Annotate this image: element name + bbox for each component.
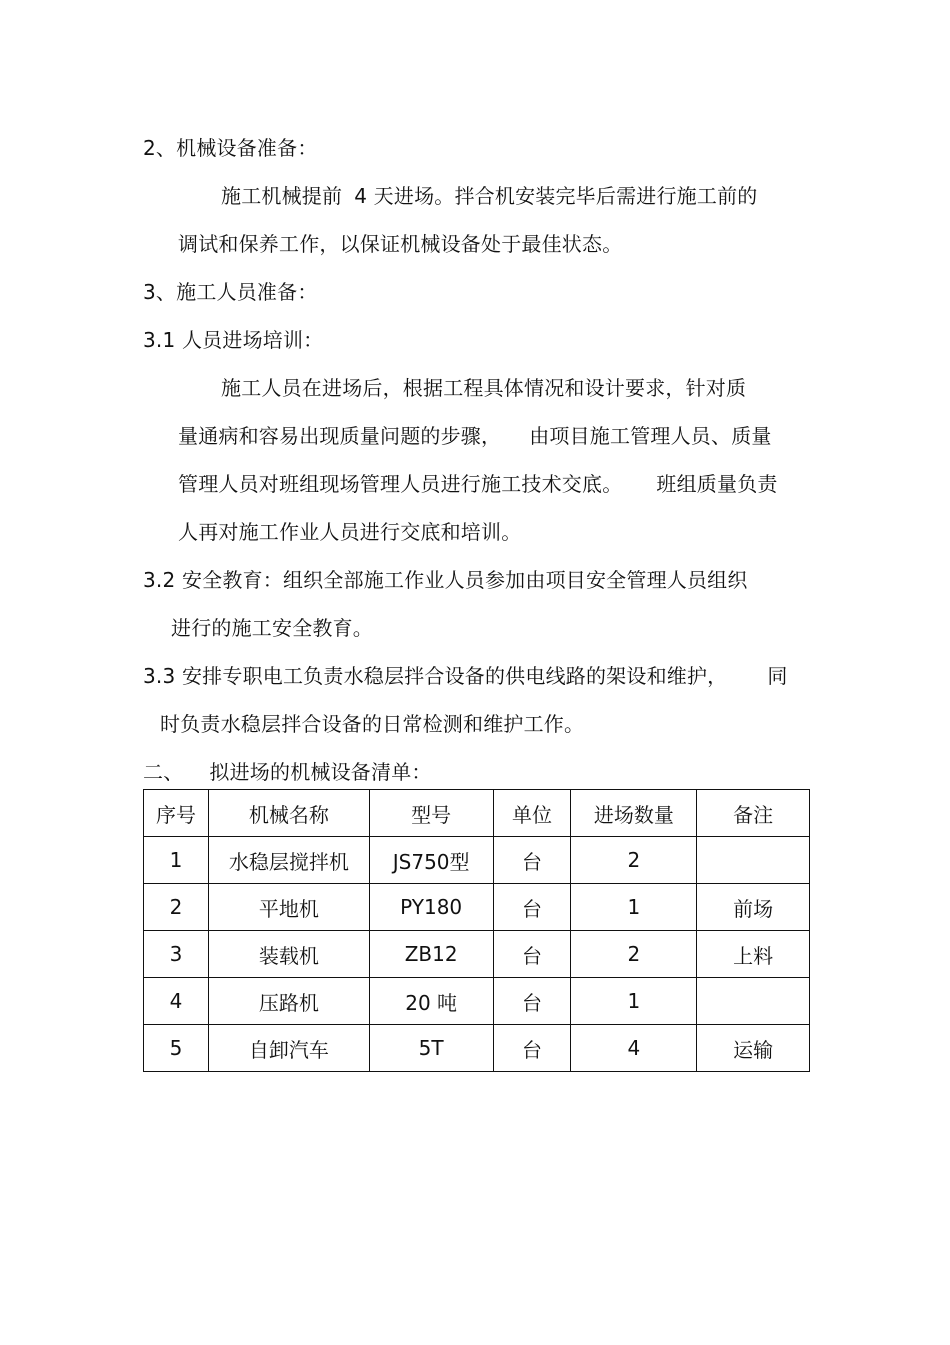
equipment-list-heading <box>143 759 432 785</box>
table-cell <box>697 978 810 1025</box>
table-cell: 平地机 <box>208 884 369 931</box>
table-cell: 装载机 <box>208 931 369 978</box>
table-cell: 台 <box>493 978 571 1025</box>
header-cell-unit: 单位 <box>493 790 571 837</box>
table-row <box>144 884 810 931</box>
header-cell-quantity: 进场数量 <box>571 790 697 837</box>
text-span: 由项目施工管理人员、质量 <box>529 424 772 448</box>
section-2-heading: 2、机械设备准备： <box>143 136 318 160</box>
table-cell: 压路机 <box>208 978 369 1025</box>
header-cell-remark: 备注 <box>697 790 810 837</box>
table-cell: 台 <box>493 931 571 978</box>
table-cell: 5 <box>144 1025 209 1072</box>
table-row <box>144 1025 810 1072</box>
table-row <box>144 978 810 1025</box>
table-cell: 水稳层搅拌机 <box>208 837 369 884</box>
section-2-body-line-1 <box>221 183 758 209</box>
text-span: 管理人员对班组现场管理人员进行施工技术交底。 <box>178 472 623 496</box>
table-cell <box>697 837 810 884</box>
table-cell: 1 <box>571 978 697 1025</box>
table-cell: 20 吨 <box>369 978 493 1025</box>
table-cell: 4 <box>571 1025 697 1072</box>
table-cell: 4 <box>144 978 209 1025</box>
table-cell: 台 <box>493 884 571 931</box>
table-cell: PY180 <box>369 884 493 931</box>
section-3-1-body-line-2 <box>178 423 772 449</box>
text-span: 3.3 安排专职电工负责水稳层拌合设备的供电线路的架设和维护， <box>143 664 728 688</box>
section-3-2-line-2: 进行的施工安全教育。 <box>171 616 373 640</box>
equipment-table <box>143 789 810 1072</box>
table-cell: 自卸汽车 <box>208 1025 369 1072</box>
text-span: 班组质量负责 <box>656 472 778 496</box>
table-cell: 2 <box>144 884 209 931</box>
text-span: 同 <box>767 664 788 688</box>
section-3-1-body-line-1: 施工人员在进场后，根据工程具体情况和设计要求，针对质 <box>221 376 747 400</box>
table-cell: 3 <box>144 931 209 978</box>
table-header-row <box>144 790 810 837</box>
table-cell: 上料 <box>697 931 810 978</box>
table-cell: 台 <box>493 1025 571 1072</box>
section-3-3-line-2: 时负责水稳层拌合设备的日常检测和维护工作。 <box>160 712 585 736</box>
table-cell: 1 <box>144 837 209 884</box>
header-cell-name: 机械名称 <box>208 790 369 837</box>
table-cell: ZB12 <box>369 931 493 978</box>
section-title: 拟进场的机械设备清单： <box>209 760 432 784</box>
section-3-3-line-1 <box>143 663 788 689</box>
section-3-1-heading: 3.1 人员进场培训： <box>143 328 324 352</box>
text-span: 量通病和容易出现质量问题的步骤， <box>178 424 502 448</box>
section-2-body-line-2: 调试和保养工作，以保证机械设备处于最佳状态。 <box>178 232 623 256</box>
table-cell: 台 <box>493 837 571 884</box>
text-span: 施工机械提前 <box>221 184 343 208</box>
header-cell-model: 型号 <box>369 790 493 837</box>
section-3-1-body-line-4: 人再对施工作业人员进行交底和培训。 <box>178 520 522 544</box>
table-row <box>144 931 810 978</box>
text-span: 4 天进场。拌合机安装完毕后需进行施工前的 <box>354 184 758 208</box>
table-cell: 前场 <box>697 884 810 931</box>
table-cell: 运输 <box>697 1025 810 1072</box>
section-3-1-body-line-3 <box>178 471 778 497</box>
table-cell: 5T <box>369 1025 493 1072</box>
table-cell: 2 <box>571 837 697 884</box>
table-cell: 2 <box>571 931 697 978</box>
table-cell: 1 <box>571 884 697 931</box>
table-row <box>144 837 810 884</box>
section-3-heading: 3、施工人员准备： <box>143 280 318 304</box>
section-number: 二、 <box>143 760 184 784</box>
table-cell: JS750型 <box>369 837 493 884</box>
header-cell-index: 序号 <box>144 790 209 837</box>
section-3-2-line-1: 3.2 安全教育：组织全部施工作业人员参加由项目安全管理人员组织 <box>143 568 748 592</box>
